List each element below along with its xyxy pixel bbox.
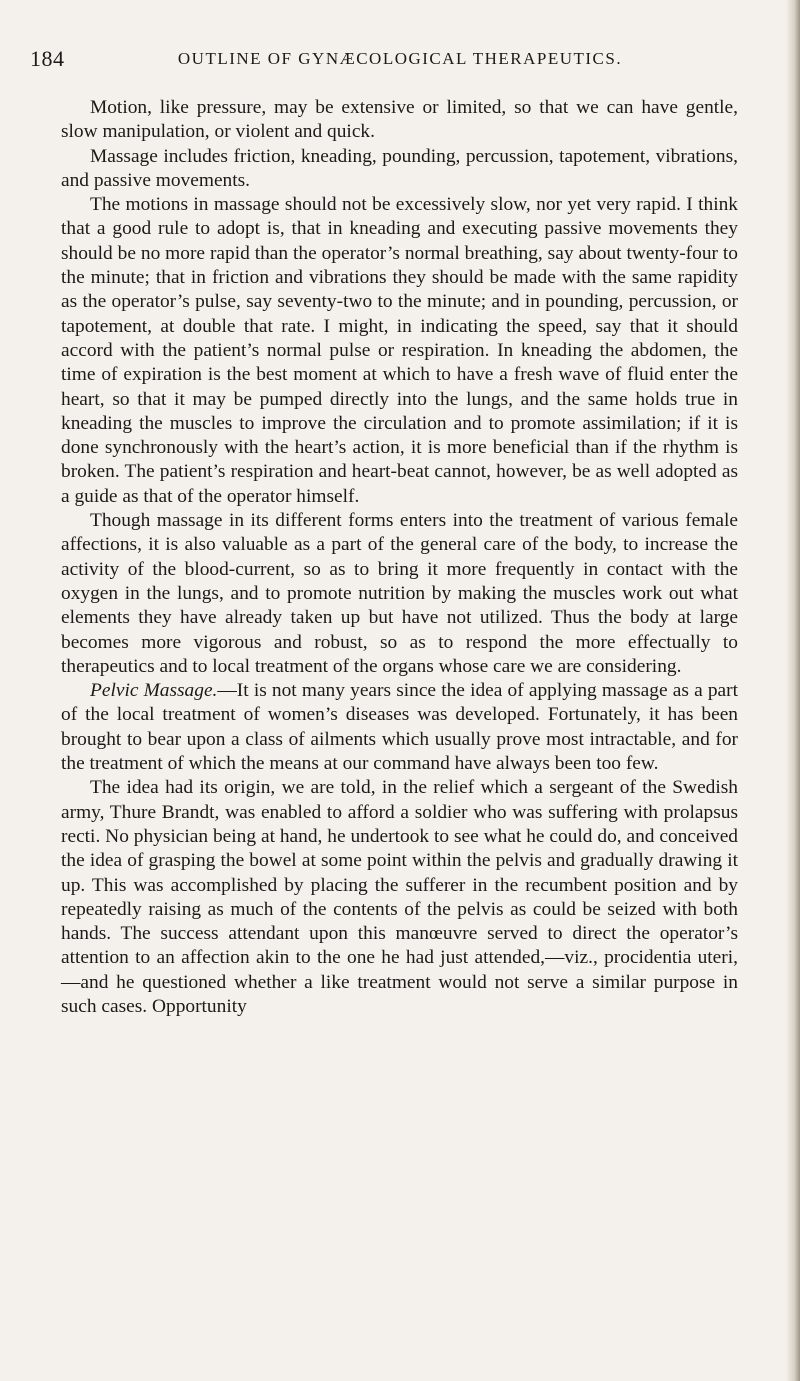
page-header <box>30 46 770 76</box>
paragraph: Motion, like pressure, may be extensive or limited, so that we can have gentle, slow manipulation, or violent and quick. <box>61 97 738 143</box>
body-text <box>61 96 738 1019</box>
page-edge-shadow <box>786 0 800 1381</box>
paragraph <box>61 679 738 776</box>
paragraph: Massage includes friction, kneading, pounding, percussion, tapotement, vibrations, and passive movements. <box>61 145 738 191</box>
paragraph: The idea had its origin, we are told, in the relief which a sergeant of the Swedish army, Thure Brandt, was enabled to afford a soldier who was suffering with prolapsus recti. No physician being at hand, he undertook to see what he could do, and conceived the idea of grasping the bowel at some point within the pelvis and gradually drawing it up. This was accomplished by placing the sufferer in the recumbent position and by repeatedly raising as much of the contents of the pelvis as could be seized with both hands. The success attendant upon this manœuvre served to direct the operator’s attention to an affection akin to the one he had just attended,—viz., procidentia uteri,—and he questioned whether a like treatment would not serve a similar purpose in such cases. Opportunity <box>61 777 738 1017</box>
running-title: OUTLINE OF GYNÆCOLOGICAL THERAPEUTICS. <box>177 49 623 68</box>
paragraph: The motions in massage should not be excessively slow, nor yet very rapid. I think that a good rule to adopt is, that in kneading and executing passive movements they should be no more rapid than the operator’s normal breathing, say about twenty-four to the minute; that in friction and vibrations they should be made with the same rapidity as the operator’s pulse, say seventy-two to the minute; and in pounding, percussion, or tapotement, at double that rate. I might, in indicating the speed, say that it should accord with the patient’s normal pulse or respiration. In kneading the abdomen, the time of expiration is the best moment at which to have a fresh wave of fluid enter the heart, so that it may be pumped directly into the lungs, and the same holds true in kneading the muscles to improve the circulation and to promote assimilation; if it is done synchronously with the heart’s action, it is more beneficial than if the rhythm is broken. The patient’s respiration and heart-beat cannot, however, be as well adopted as a guide as that of the operator himself. <box>61 194 738 507</box>
paragraph: Though massage in its different forms enters into the treatment of various female affections, it is also valuable as a part of the general care of the body, to increase the activity of the blood-current, so as to bring it more frequently in contact with the oxygen in the lungs, and to promote nutrition by making the muscles work out what elements they have already taken up but have not utilized. Thus the body at large becomes more vigorous and robust, so as to respond the more effectually to therapeutics and to local treatment of the organs whose care we are considering. <box>61 510 738 677</box>
page-number: 184 <box>30 46 65 71</box>
section-heading: Pelvic Massage. <box>90 680 218 702</box>
paragraph-text: —It is not many years since the idea of applying massage as a part of the local treatment of women’s diseases was developed. Fortunately, it has been brought to bear upon a class of ailments which usually prove most intractable, and for the treatment of which the means at our command have always been too few. <box>61 680 739 775</box>
